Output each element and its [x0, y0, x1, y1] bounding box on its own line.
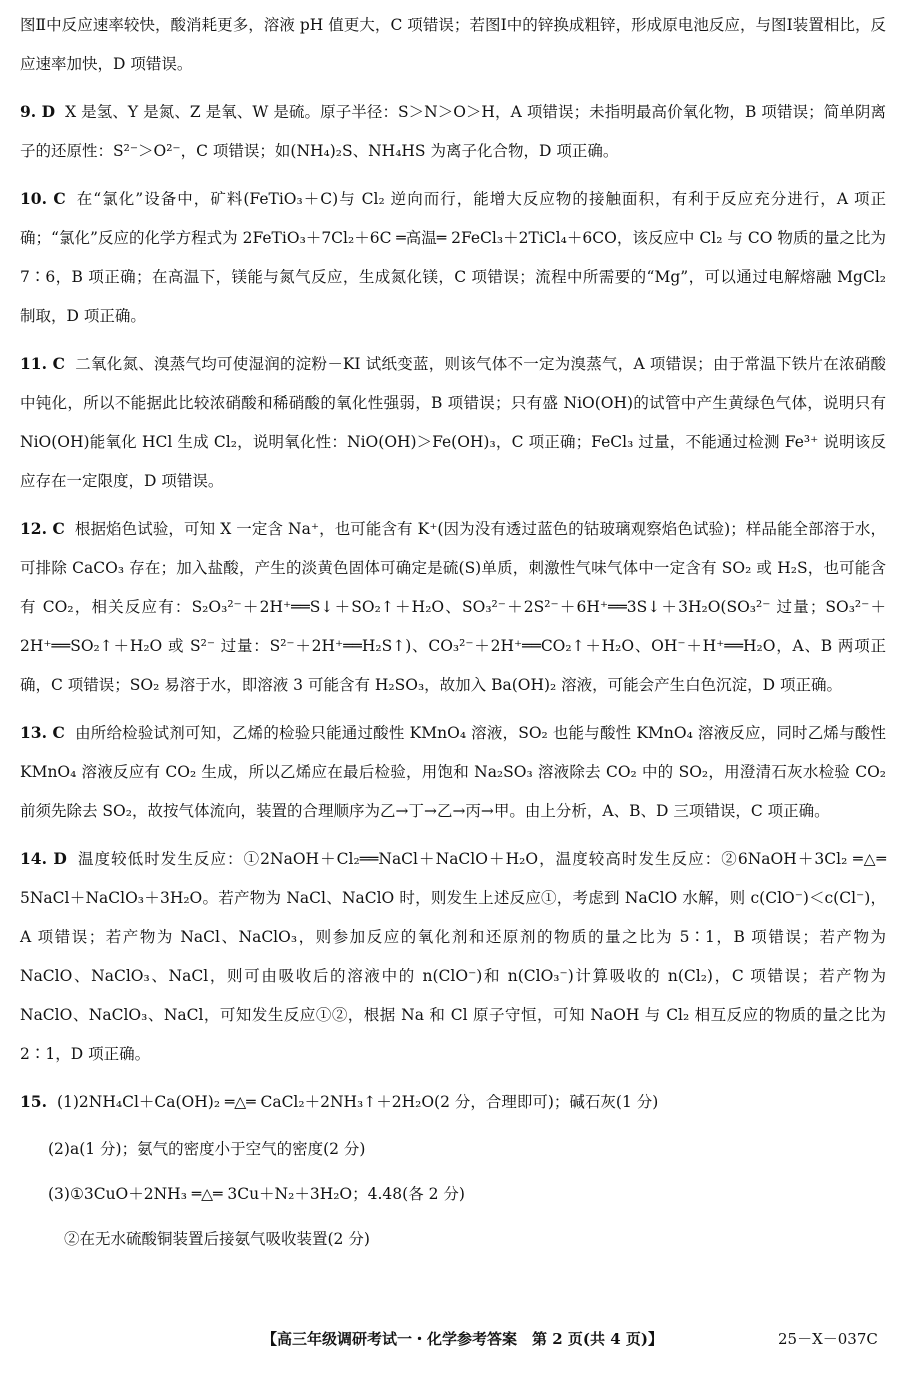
answer-item-9: [20, 92, 886, 171]
answer-item-14: [20, 839, 886, 1074]
paragraph-text: 图Ⅱ中反应速率较快，酸消耗更多，溶液 pH 值更大，C 项错误；若图Ⅰ中的锌换成粗锌，形成原电池反应，与图Ⅰ装置相比，反应速率加快，D 项错误。: [20, 16, 886, 73]
answer-explanation: X 是氢、Y 是氮、Z 是氧、W 是硫。原子半径：S＞N＞O＞H，A 项错误；未指明最高价氧化物，B 项错误；简单阴离子的还原性：S²⁻＞O²⁻，C 项错误；如(NH₄)₂S、NH₄HS 为离子化合物，D 项正确。: [20, 103, 886, 160]
answer-item-15: [20, 1082, 886, 1122]
sub-answer-text: (2)a(1 分)；氨气的密度小于空气的密度(2 分): [48, 1140, 366, 1158]
answer-number: 14. D: [20, 849, 67, 868]
answer-explanation: 由所给检验试剂可知，乙烯的检验只能通过酸性 KMnO₄ 溶液，SO₂ 也能与酸性 KMnO₄ 溶液反应，同时乙烯与酸性 KMnO₄ 溶液反应有 CO₂ 生成，所以乙烯应在最后检验，用饱和 Na₂SO₃ 溶液除去 CO₂ 中的 SO₂，用澄清石灰水检验 CO₂ 前须先除去 SO₂，故按气体流向，装置的合理顺序为乙→丁→乙→丙→甲。由上分析，A、B、D 三项错误，C 项正确。: [20, 724, 886, 820]
sub-answer-text: (3)①3CuO＋2NH₃ ═△═ 3Cu＋N₂＋3H₂O；4.48(各 2 分): [48, 1185, 465, 1203]
answer-15-part-2: [48, 1130, 886, 1169]
page-footer: [0, 1318, 900, 1358]
footer-code: 25－X－037C: [778, 1330, 878, 1348]
answer-number: 11. C: [20, 354, 65, 373]
answer-explanation: 根据焰色试验，可知 X 一定含 Na⁺，也可能含有 K⁺(因为没有透过蓝色的钴玻璃观察焰色试验)；样品能全部溶于水，可排除 CaCO₃ 存在；加入盐酸，产生的淡黄色固体可确定是硫(S)单质，刺激性气味气体中一定含有 SO₂ 或 H₂S，也可能含有 CO₂，相关反应有：S₂O₃²⁻＋2H⁺══S↓＋SO₂↑＋H₂O、SO₃²⁻＋2S²⁻＋6H⁺══3S↓＋3H₂O(SO₃²⁻ 过量；SO₃²⁻＋2H⁺══SO₂↑＋H₂O 或 S²⁻ 过量：S²⁻＋2H⁺══H₂S↑)、CO₃²⁻＋2H⁺══CO₂↑＋H₂O、OH⁻＋H⁺══H₂O，A、B 两项正确，C 项错误；SO₂ 易溶于水，即溶液 3 可能含有 H₂SO₃，故加入 Ba(OH)₂ 溶液，可能会产生白色沉淀，D 项正确。: [20, 520, 886, 694]
answer-15-part-3: [48, 1175, 886, 1214]
answer-item-12: [20, 509, 886, 705]
answer-content: [20, 6, 886, 1265]
answer-number: 13. C: [20, 723, 65, 742]
paragraph-continuation: [20, 6, 886, 84]
footer-title: 【高三年级调研考试一・化学参考答案 第 2 页(共 4 页)】: [262, 1330, 663, 1348]
answer-number: 15.: [20, 1092, 47, 1111]
answer-explanation: 二氧化氮、溴蒸气均可使湿润的淀粉－KI 试纸变蓝，则该气体不一定为溴蒸气，A 项错误；由于常温下铁片在浓硝酸中钝化，所以不能据此比较浓硝酸和稀硝酸的氧化性强弱，B 项错误；只有盛 NiO(OH)的试管中产生黄绿色气体，说明只有 NiO(OH)能氧化 HCl 生成 Cl₂，说明氧化性：NiO(OH)＞Fe(OH)₃，C 项正确；FeCl₃ 过量，不能通过检测 Fe³⁺ 说明该反应存在一定限度，D 项错误。: [20, 355, 886, 490]
answer-item-11: [20, 344, 886, 501]
answer-number: 10. C: [20, 189, 66, 208]
answer-15-part-3-2: [64, 1220, 886, 1259]
answer-explanation: 在“氯化”设备中，矿料(FeTiO₃＋C)与 Cl₂ 逆向而行，能增大反应物的接触面积，有利于反应充分进行，A 项正确；“氯化”反应的化学方程式为 2FeTiO₃＋7Cl₂＋6C ═高温═ 2FeCl₃＋2TiCl₄＋6CO，该反应中 Cl₂ 与 CO 物质的量之比为 7∶6，B 项正确；在高温下，镁能与氮气反应，生成氮化镁，C 项错误；流程中所需要的“Mg”，可以通过电解熔融 MgCl₂ 制取，D 项正确。: [20, 190, 887, 325]
answer-explanation: 温度较低时发生反应：①2NaOH＋Cl₂══NaCl＋NaClO＋H₂O，温度较高时发生反应：②6NaOH＋3Cl₂ ═△═ 5NaCl＋NaClO₃＋3H₂O。若产物为 NaCl、NaClO 时，则发生上述反应①，考虑到 NaClO 水解，则 c(ClO⁻)＜c(Cl⁻)，A 项错误；若产物为 NaCl、NaClO₃，则参加反应的氧化剂和还原剂的物质的量之比为 5∶1，B 项错误；若产物为 NaClO、NaClO₃、NaCl，则可由吸收后的溶液中的 n(ClO⁻)和 n(ClO₃⁻)计算吸收的 n(Cl₂)，C 项错误；若产物为 NaClO、NaClO₃、NaCl，可知发生反应①②，根据 Na 和 Cl 原子守恒，可知 NaOH 与 Cl₂ 相互反应的物质的量之比为 2∶1，D 项正确。: [20, 850, 886, 1063]
answer-number: 12. C: [20, 519, 65, 538]
sub-answer-text: ②在无水硫酸铜装置后接氨气吸收装置(2 分): [64, 1230, 370, 1248]
answer-item-10: [20, 179, 886, 336]
answer-item-13: [20, 713, 886, 831]
answer-explanation: (1)2NH₄Cl＋Ca(OH)₂ ═△═ CaCl₂＋2NH₃↑＋2H₂O(2 分，合理即可)；碱石灰(1 分): [56, 1093, 659, 1111]
answer-number: 9. D: [20, 102, 56, 121]
